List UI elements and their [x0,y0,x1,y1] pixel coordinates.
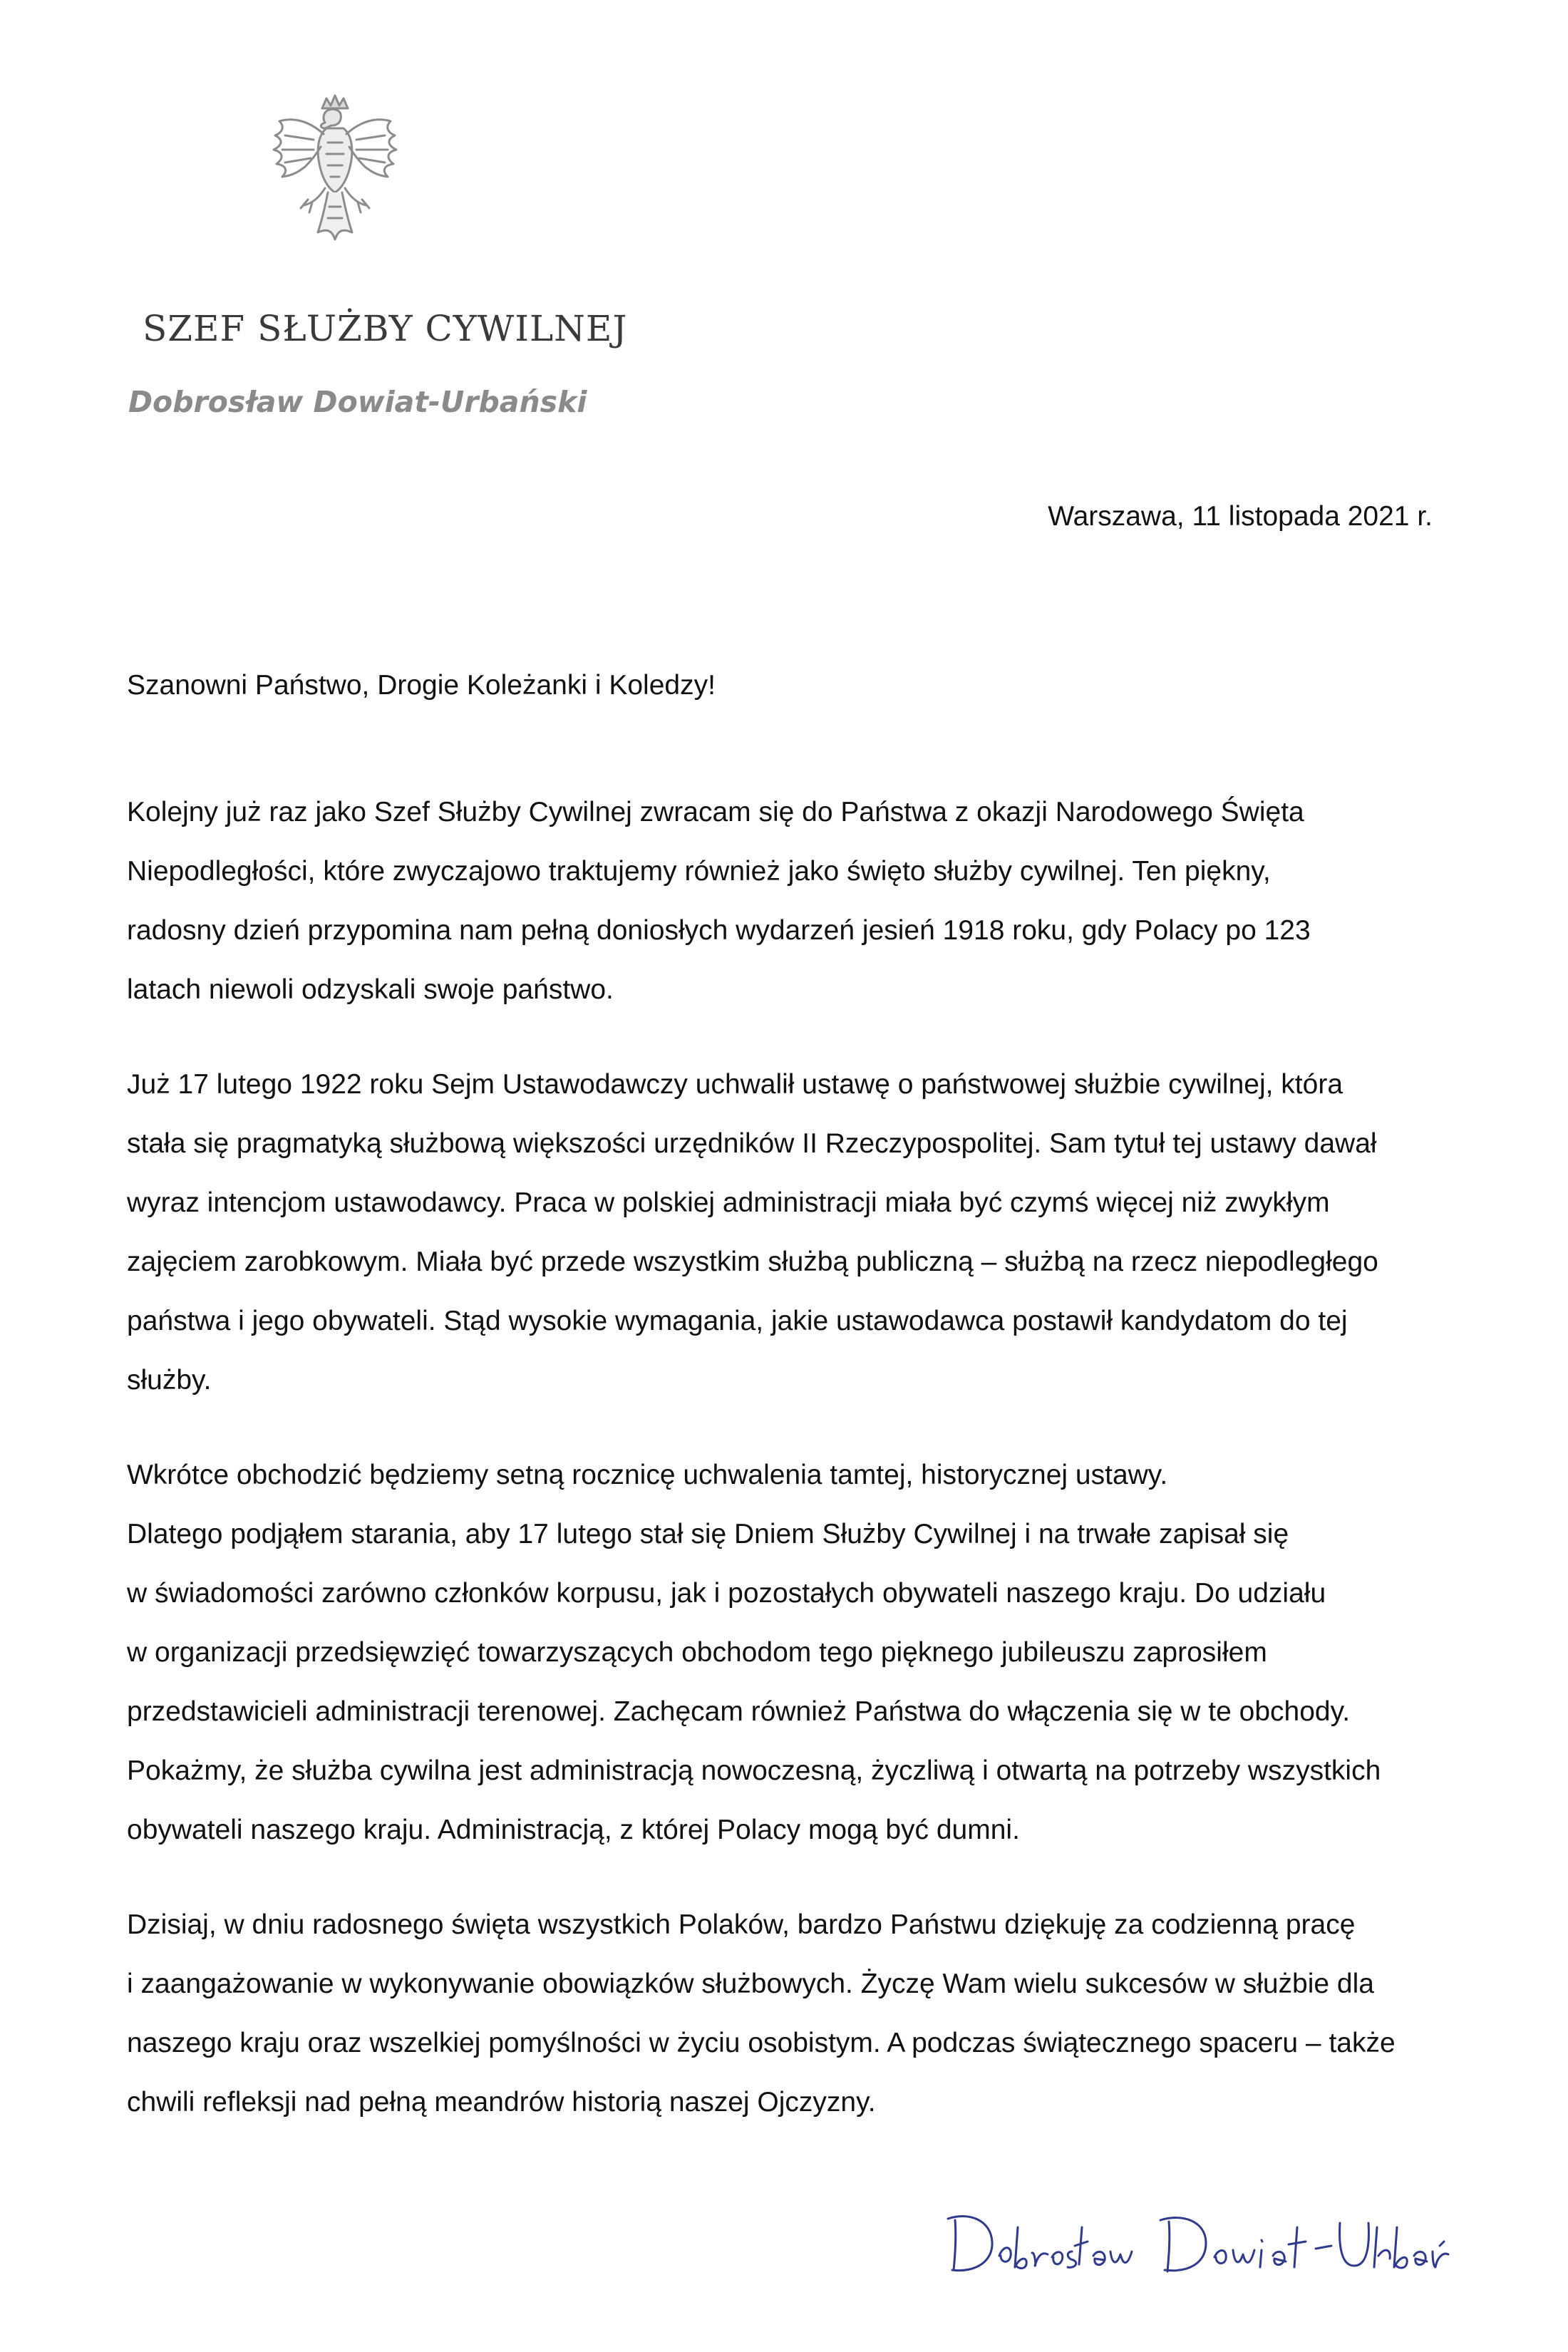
text-line: państwa i jego obywateli. Stąd wysokie wymagania, jakie ustawodawca postawił kandydatom do tej [127,1306,1348,1336]
text-line: i zaangażowanie w wykonywanie obowiązków służbowych. Życzę Wam wielu sukcesów w służbie dla [127,1969,1374,1999]
office-holder-name: Dobrosław Dowiat-Urbański [128,385,587,419]
text-line: Kolejny już raz jako Szef Służby Cywilnej zwracam się do Państwa z okazji Narodowego Święta [127,797,1304,827]
text-line: Wkrótce obchodzić będziemy setną rocznicę uchwalenia tamtej, historycznej ustawy. [127,1460,1168,1490]
text-line: naszego kraju oraz wszelkiej pomyślności w życiu osobistym. A podczas świątecznego spaceru – także [127,2028,1396,2058]
text-line: Dzisiaj, w dniu radosnego święta wszystkich Polaków, bardzo Państwu dziękuję za codzienną pracę [127,1909,1356,1940]
text-line: Niepodległości, które zwyczajowo traktujemy również jako święto służby cywilnej. Ten piękny, [127,856,1271,887]
office-title: SZEF SŁUŻBY CYWILNEJ [143,308,628,349]
text-line: Dlatego podjąłem starania, aby 17 lutego stał się Dniem Służby Cywilnej i na trwałe zapisał się [127,1519,1289,1549]
place-and-date: Warszawa, 11 listopada 2021 r. [1048,501,1433,532]
text-line: w organizacji przedsięwzięć towarzyszących obchodom tego pięknego jubileuszu zaprosiłem [127,1637,1267,1668]
text-line: latach niewoli odzyskali swoje państwo. [127,974,614,1005]
salutation: Szanowni Państwo, Drogie Koleżanki i Koledzy! [127,670,716,701]
text-line: służby. [127,1365,212,1396]
paragraph-1 [127,783,1453,1019]
paragraph-4 [127,1895,1453,2132]
text-line: chwili refleksji nad pełną meandrów historią naszej Ojczyzny. [127,2087,876,2118]
text-line: w świadomości zarówno członków korpusu, jak i pozostałych obywateli naszego kraju. Do udziału [127,1578,1326,1609]
text-line: stała się pragmatyką służbową większości urzędników II Rzeczypospolitej. Sam tytuł tej ustawy dawał [127,1128,1377,1159]
text-line: radosny dzień przypomina nam pełną doniosłych wydarzeń jesień 1918 roku, gdy Polacy po 123 [127,915,1311,946]
paragraph-3 [127,1445,1453,1860]
text-line: zajęciem zarobkowym. Miała być przede wszystkim służbą publiczną – służbą na rzecz niepodległego [127,1247,1378,1277]
paragraph-2 [127,1055,1453,1410]
text-line: przedstawicieli administracji terenowej. Zachęcam również Państwa do włączenia się w te obchody. [127,1696,1351,1727]
text-line: Już 17 lutego 1922 roku Sejm Ustawodawczy uchwalił ustawę o państwowej służbie cywilnej, która [127,1069,1343,1100]
handwritten-signature-icon [941,2199,1454,2284]
text-line: Pokażmy, że służba cywilna jest administracją nowoczesną, życzliwą i otwartą na potrzeby wszystkich [127,1755,1381,1786]
text-line: obywateli naszego kraju. Administracją, z której Polacy mogą być dumni. [127,1815,1020,1845]
letter-body [127,783,1453,2167]
text-line: wyraz intencjom ustawodawcy. Praca w polskiej administracji miała być czymś więcej niż zwykłym [127,1187,1330,1218]
white-eagle-emblem-icon [264,93,406,242]
